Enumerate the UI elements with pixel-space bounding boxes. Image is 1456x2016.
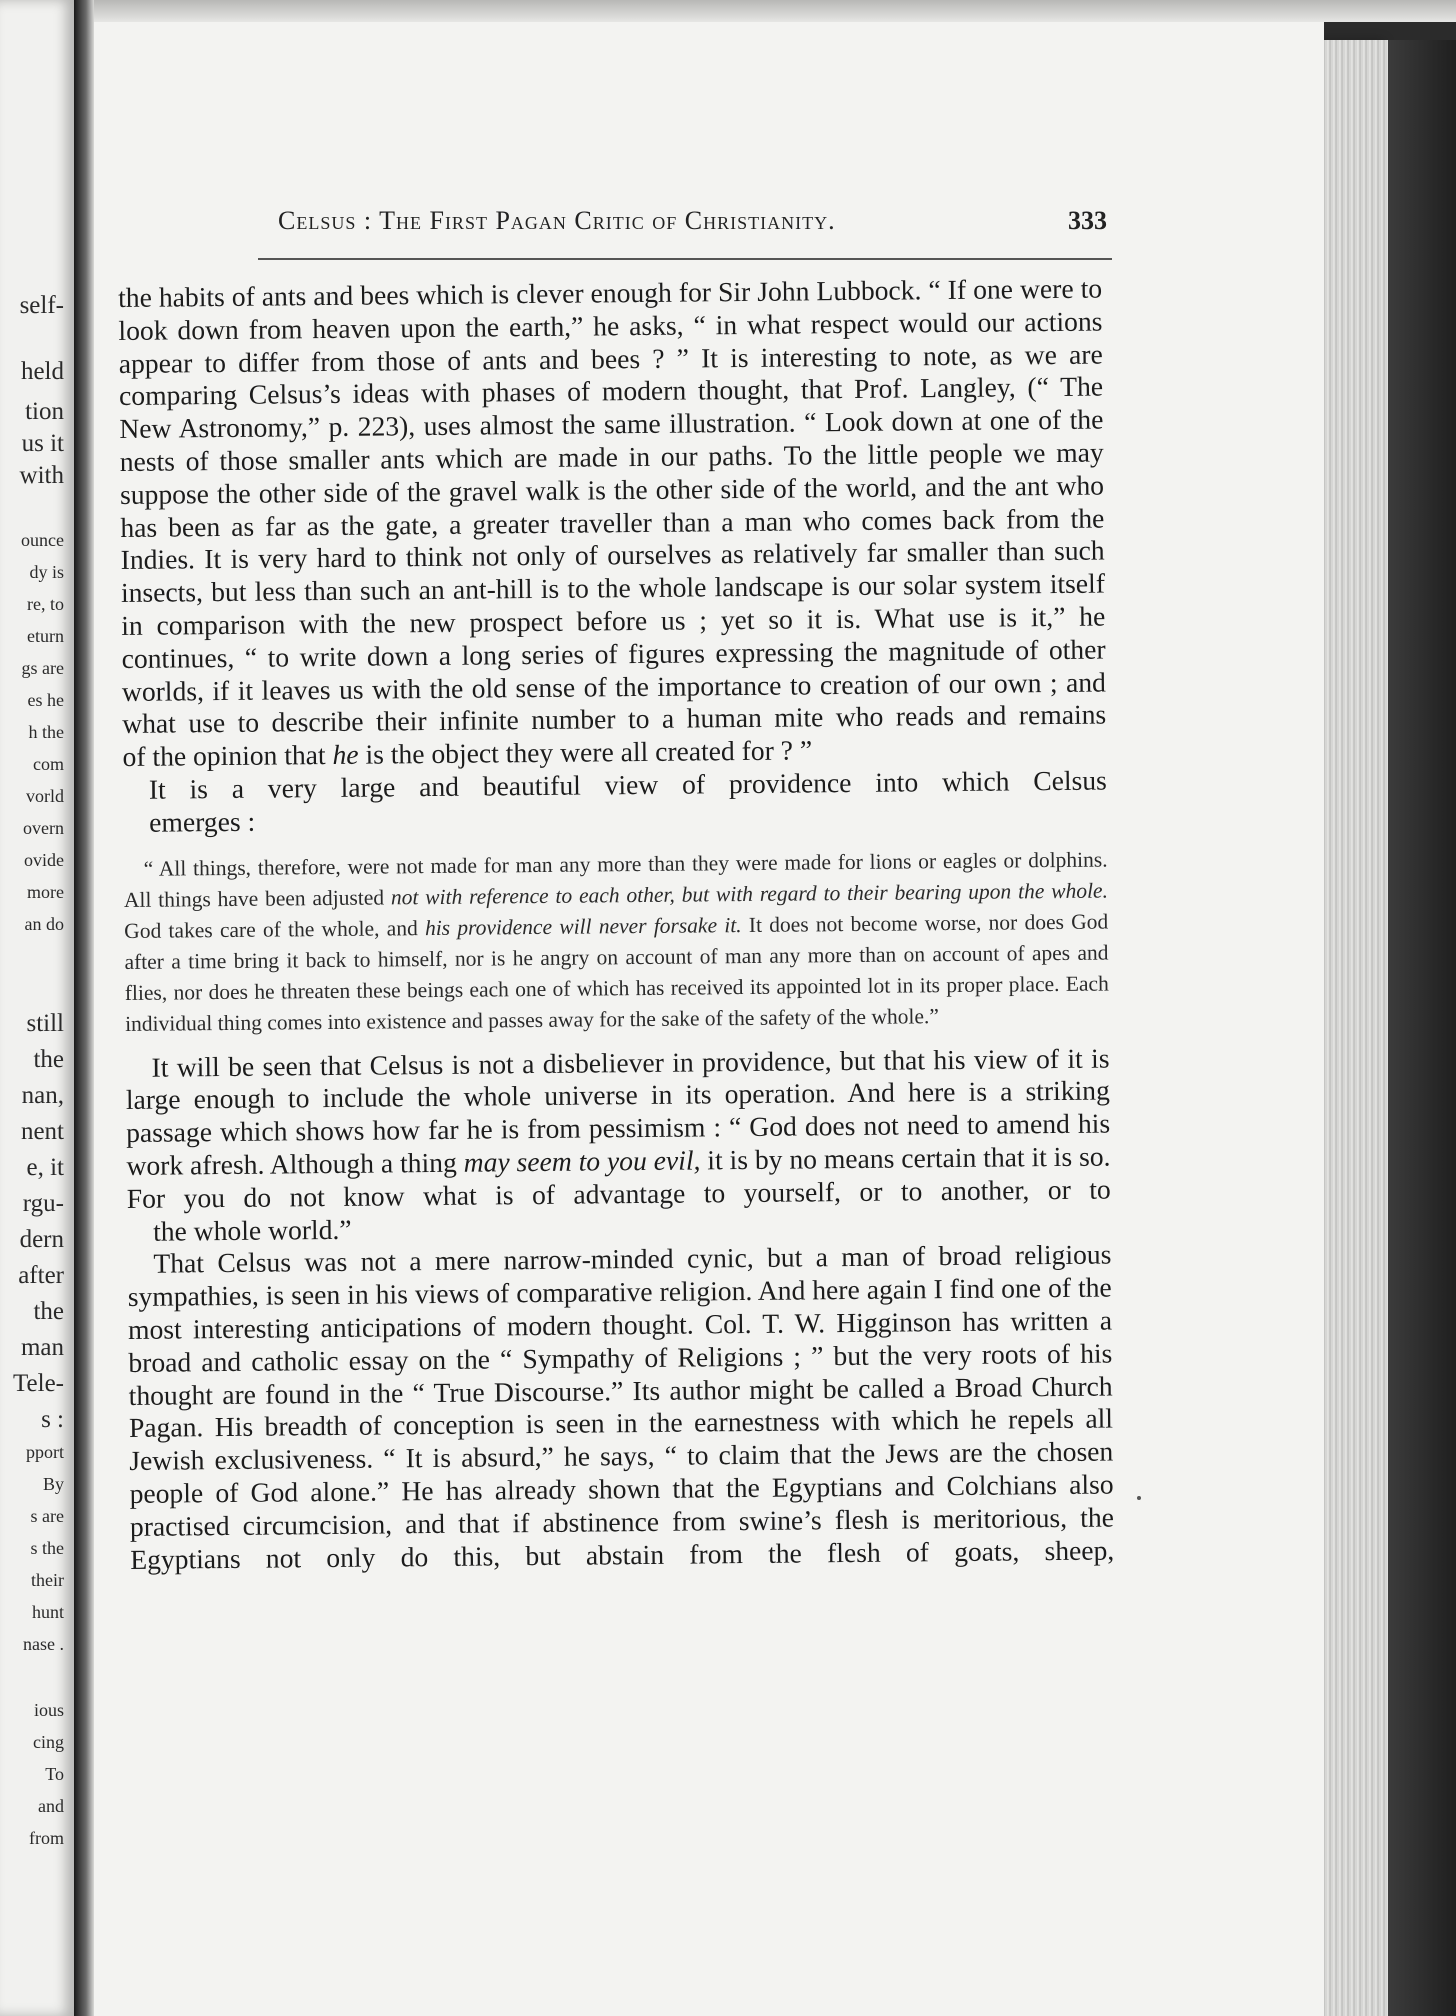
left-page-fragment: dern bbox=[19, 1226, 64, 1253]
running-title: Celsus : The First Pagan Critic of Christianity. bbox=[278, 206, 836, 235]
paragraph bbox=[118, 273, 1107, 774]
italic-text: may seem to you evil, bbox=[463, 1144, 701, 1178]
left-page-fragment: dy is bbox=[29, 562, 64, 582]
left-page-fragment: held bbox=[20, 358, 64, 385]
ink-speck bbox=[1137, 1496, 1141, 1500]
left-page-fragment: an do bbox=[24, 914, 64, 934]
text-span: It will be seen that Celsus is not a disbeliever in providence, but that his view of it is large enough to include the whole universe in its operation. And here is a striking passage which shows how far he is from pessimism : “ God does not need to amend his work afresh. Although a thing bbox=[125, 1042, 1111, 1181]
left-page-fragment: hunt bbox=[31, 1602, 64, 1622]
left-page-fragment: still bbox=[26, 1010, 64, 1037]
left-page-fragment: nase . bbox=[23, 1634, 64, 1654]
text-span: “ All things, therefore, were not made for man any more than they were made for lions or eagles or dolphins. All things have been adjusted bbox=[123, 847, 1108, 912]
left-page-fragment: nan, bbox=[21, 1082, 64, 1109]
book-cover-edge bbox=[1388, 40, 1456, 2016]
left-page-fragment: cing bbox=[33, 1732, 64, 1752]
left-page-fragment: Tele- bbox=[13, 1370, 64, 1397]
left-page-fragment: and bbox=[38, 1796, 64, 1816]
text-span: It does not become worse, nor does God after a time bring it back to himself, nor is he angry on account of man any more than on account of apes and flies, nor does he threaten these beings each one of which has received its appointed lot in its proper place. Each individual thing comes into existence and passes away for the sake of the safety of the whole.” bbox=[124, 909, 1109, 1036]
left-page-fragment: the bbox=[33, 1298, 64, 1325]
left-page-fragment: es he bbox=[27, 690, 64, 710]
text-span: is the object they were all created for ? ” bbox=[358, 734, 813, 770]
left-page-fragment: from bbox=[29, 1828, 64, 1848]
paragraph-text: That Celsus was not a mere narrow-minded cynic, but a man of broad religious sympathies, is seen in his views of comparative religion. And here again I find one of the most interesting anticipations of modern thought. Col. T. W. Higginson has written a broad and catholic essay on the “ Sympathy of Religions ; ” but the very roots of his thought are found in the “ True Discourse.” Its author might be called a Broad Church Pagan. His breadth of conception is seen in the earnestness with which he repels all Jewish exclusiveness. “ It is absurd,” he says, “ to claim that the Jews are the chosen people of God alone.” He has already shown that the Egyptians and Colchians also practised circumcision, and that if abstinence from swine’s flesh is meritorious, the Egyptians not only do this, but abstain from the flesh of goats, sheep, bbox=[127, 1238, 1115, 1575]
page-number: 333 bbox=[1068, 206, 1107, 235]
left-page-fragment: rgu- bbox=[22, 1190, 64, 1217]
header-rule bbox=[258, 258, 1112, 260]
left-page-fragment: gs are bbox=[21, 658, 64, 678]
paragraph bbox=[125, 1042, 1111, 1248]
text-span: it is by no means certain that it is so. For you do not know what is of advantage to yourself, or to another, or to bbox=[126, 1140, 1111, 1214]
left-page-fragment: s the bbox=[30, 1538, 64, 1558]
left-page-fragment: man bbox=[20, 1334, 64, 1361]
left-page-fragment: pport bbox=[26, 1442, 64, 1462]
left-page-fragment: nent bbox=[20, 1118, 64, 1145]
text-span: God takes care of the whole, and bbox=[124, 915, 426, 943]
left-page-fragment: s : bbox=[41, 1406, 64, 1433]
left-page-fragment: e, it bbox=[26, 1154, 64, 1181]
left-page-fragment: ious bbox=[33, 1700, 64, 1720]
page-body bbox=[118, 273, 1114, 1577]
left-facing-page bbox=[0, 0, 77, 2016]
left-page-fragment: self- bbox=[19, 292, 64, 319]
block-quote bbox=[123, 844, 1109, 1039]
left-page-fragment: the bbox=[33, 1046, 64, 1073]
left-page-fragment: To bbox=[45, 1764, 64, 1784]
left-page-fragment: after bbox=[18, 1262, 64, 1289]
italic-text: not with reference to each other, but with regard to their bearing upon the whole. bbox=[390, 878, 1109, 909]
left-page-fragment: vorld bbox=[26, 786, 64, 806]
text-span: of the opinion that bbox=[122, 739, 333, 773]
left-page-fragment: tion bbox=[25, 398, 64, 425]
left-page-fragment: ounce bbox=[21, 530, 64, 550]
left-page-fragment: more bbox=[27, 882, 64, 902]
paragraph bbox=[127, 1239, 1114, 1576]
left-page-fragment: com bbox=[33, 754, 64, 774]
left-page-fragment: overn bbox=[23, 818, 64, 838]
left-page-fragment: their bbox=[31, 1570, 64, 1590]
paragraph-last-line: emerges : bbox=[149, 805, 256, 838]
italic-text: his providence will never forsake it. bbox=[424, 912, 742, 940]
italic-text: he bbox=[332, 738, 359, 771]
paragraph bbox=[123, 764, 1108, 839]
page-top-edge bbox=[94, 0, 1456, 22]
left-page-fragment: By bbox=[42, 1474, 64, 1494]
left-page-fragment: ovide bbox=[24, 850, 64, 870]
book-gutter bbox=[74, 0, 94, 2016]
left-page-fragment: re, to bbox=[27, 594, 64, 614]
left-page-fragment: eturn bbox=[27, 626, 64, 646]
paragraph-text: the habits of ants and bees which is clever enough for Sir John Lubbock. “ If one were to look down from heaven upon the earth,” he asks, “ in what respect would our actions appear to differ from those of ants and bees ? ” It is interesting to note, as we are comparing Celsus’s ideas with phases of modern thought, that Prof. Langley, (“ The New Astronomy,” p. 223), uses almost the same illustration. “ Look down at one of the nests of those smaller ants which are made in our paths. To the little people we may suppose the other side of the gravel walk is the other side of the world, and the ant who has been as far as the gate, a greater traveller than a man who comes back from the Indies. It is very hard to think not only of ourselves as relatively far smaller than such insects, but less than such an ant-hill is to the whole landscape is our solar system itself in comparison with the new prospect before us ; yet so it is. What use is it,” he continues, “ to write down a long series of figures expressing the magnitude of other worlds, if it leaves us with the old sense of the importance to creation of our own ; and what use to describe their infinite number to a human mite who reads and remains bbox=[118, 272, 1107, 740]
paragraph-text: It is a very large and beautiful view of providence into which Celsus bbox=[148, 764, 1107, 805]
left-page-fragment: s are bbox=[30, 1506, 64, 1526]
left-page-fragment: h the bbox=[28, 722, 64, 742]
left-page-fragment: with bbox=[19, 462, 64, 489]
paragraph-last-line: the whole world.” bbox=[152, 1213, 352, 1247]
left-page-fragment: us it bbox=[21, 430, 64, 457]
